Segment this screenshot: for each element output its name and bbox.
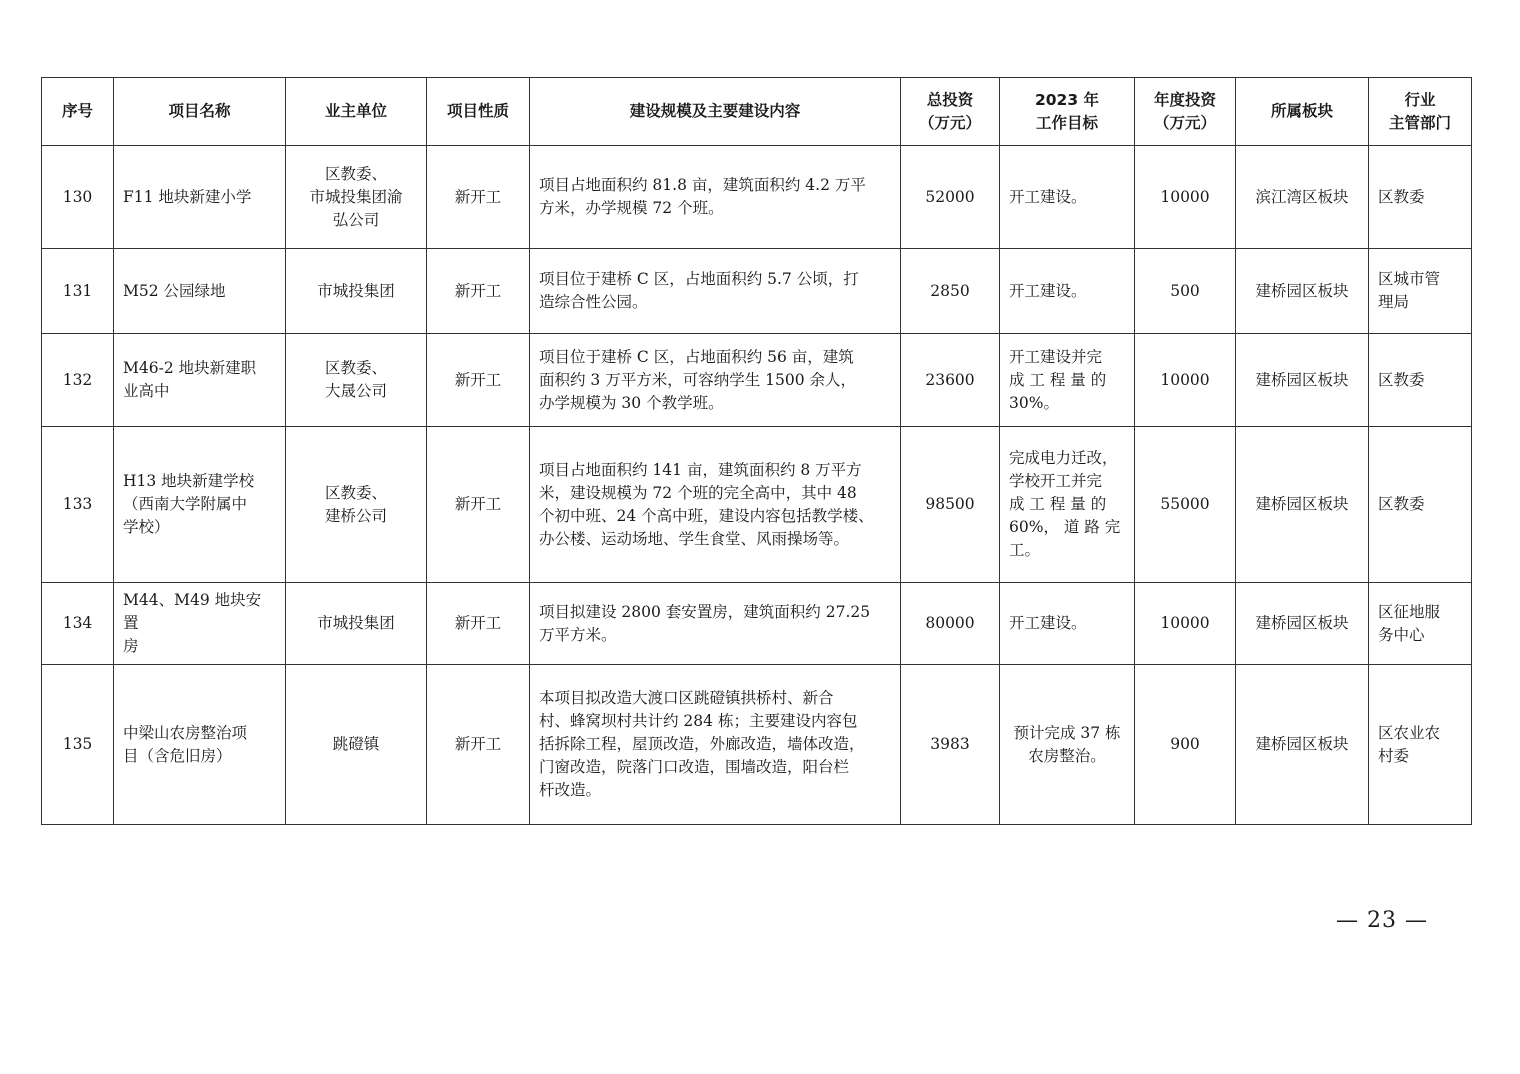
page-number: — 23 — (1336, 908, 1428, 933)
cell-annual-investment: 10000 (1135, 146, 1236, 249)
cell-sector: 建桥园区板块 (1236, 334, 1369, 427)
header-annual-investment: 年度投资 （万元） (1135, 78, 1236, 146)
cell-goal: 完成电力迁改， 学校开工并完 成 工 程 量 的 60%， 道 路 完 工。 (1000, 427, 1135, 583)
cell-nature: 新开工 (427, 583, 530, 665)
header-nature: 项目性质 (427, 78, 530, 146)
cell-goal: 开工建设。 (1000, 146, 1135, 249)
cell-nature: 新开工 (427, 249, 530, 334)
cell-content: 项目位于建桥 C 区，占地面积约 5.7 公顷，打 造综合性公园。 (530, 249, 901, 334)
cell-goal: 开工建设。 (1000, 249, 1135, 334)
cell-owner: 区教委、 大晟公司 (286, 334, 427, 427)
cell-total-investment: 52000 (901, 146, 1000, 249)
cell-sector: 滨江湾区板块 (1236, 146, 1369, 249)
cell-annual-investment: 900 (1135, 665, 1236, 825)
cell-nature: 新开工 (427, 427, 530, 583)
cell-content: 项目位于建桥 C 区，占地面积约 56 亩，建筑 面积约 3 万平方米，可容纳学生 1500 余人， 办学规模为 30 个教学班。 (530, 334, 901, 427)
table-row (42, 427, 1472, 583)
header-total-investment: 总投资 （万元） (901, 78, 1000, 146)
cell-sector: 建桥园区板块 (1236, 427, 1369, 583)
table-header (42, 78, 1472, 146)
table-row (42, 665, 1472, 825)
cell-annual-investment: 10000 (1135, 334, 1236, 427)
cell-content: 本项目拟改造大渡口区跳磴镇拱桥村、新合 村、蜂窝坝村共计约 284 栋；主要建设内容包 括拆除工程，屋顶改造，外廊改造，墙体改造， 门窗改造，院落门口改造，围墙改造，阳台栏 杆改造。 (530, 665, 901, 825)
cell-department: 区教委 (1369, 334, 1472, 427)
cell-total-investment: 98500 (901, 427, 1000, 583)
header-goal: 2023 年 工作目标 (1000, 78, 1135, 146)
cell-owner: 区教委、 市城投集团渝 弘公司 (286, 146, 427, 249)
table-row (42, 249, 1472, 334)
header-content: 建设规模及主要建设内容 (530, 78, 901, 146)
cell-department: 区教委 (1369, 427, 1472, 583)
cell-nature: 新开工 (427, 334, 530, 427)
cell-total-investment: 3983 (901, 665, 1000, 825)
cell-total-investment: 23600 (901, 334, 1000, 427)
table-row (42, 146, 1472, 249)
cell-index: 133 (42, 427, 114, 583)
cell-department: 区教委 (1369, 146, 1472, 249)
table-row (42, 583, 1472, 665)
cell-content: 项目拟建设 2800 套安置房，建筑面积约 27.25 万平方米。 (530, 583, 901, 665)
cell-index: 130 (42, 146, 114, 249)
cell-goal: 开工建设并完 成 工 程 量 的 30%。 (1000, 334, 1135, 427)
project-table (41, 77, 1472, 825)
header-row (42, 78, 1472, 146)
cell-department: 区城市管 理局 (1369, 249, 1472, 334)
cell-department: 区征地服 务中心 (1369, 583, 1472, 665)
cell-nature: 新开工 (427, 146, 530, 249)
cell-nature: 新开工 (427, 665, 530, 825)
cell-annual-investment: 55000 (1135, 427, 1236, 583)
cell-sector: 建桥园区板块 (1236, 249, 1369, 334)
table-body (42, 146, 1472, 825)
table-row (42, 334, 1472, 427)
cell-owner: 市城投集团 (286, 249, 427, 334)
cell-index: 135 (42, 665, 114, 825)
cell-project-name: M46-2 地块新建职 业高中 (114, 334, 286, 427)
cell-content: 项目占地面积约 141 亩，建筑面积约 8 万平方 米，建设规模为 72 个班的完全高中，其中 48 个初中班、24 个高中班，建设内容包括教学楼、 办公楼、运动场地、学生食堂、风雨操场等。 (530, 427, 901, 583)
cell-index: 132 (42, 334, 114, 427)
cell-content: 项目占地面积约 81.8 亩，建筑面积约 4.2 万平 方米，办学规模 72 个班。 (530, 146, 901, 249)
cell-department: 区农业农 村委 (1369, 665, 1472, 825)
header-department: 行业 主管部门 (1369, 78, 1472, 146)
cell-project-name: 中梁山农房整治项 目（含危旧房） (114, 665, 286, 825)
cell-total-investment: 80000 (901, 583, 1000, 665)
cell-annual-investment: 500 (1135, 249, 1236, 334)
cell-goal: 开工建设。 (1000, 583, 1135, 665)
header-index: 序号 (42, 78, 114, 146)
cell-index: 134 (42, 583, 114, 665)
header-sector: 所属板块 (1236, 78, 1369, 146)
cell-sector: 建桥园区板块 (1236, 665, 1369, 825)
cell-project-name: H13 地块新建学校 （西南大学附属中 学校） (114, 427, 286, 583)
header-owner: 业主单位 (286, 78, 427, 146)
cell-project-name: F11 地块新建小学 (114, 146, 286, 249)
cell-project-name: M44、M49 地块安置 房 (114, 583, 286, 665)
cell-owner: 区教委、 建桥公司 (286, 427, 427, 583)
cell-project-name: M52 公园绿地 (114, 249, 286, 334)
cell-sector: 建桥园区板块 (1236, 583, 1369, 665)
cell-total-investment: 2850 (901, 249, 1000, 334)
cell-index: 131 (42, 249, 114, 334)
header-project-name: 项目名称 (114, 78, 286, 146)
cell-owner: 市城投集团 (286, 583, 427, 665)
cell-goal: 预计完成 37 栋 农房整治。 (1000, 665, 1135, 825)
cell-annual-investment: 10000 (1135, 583, 1236, 665)
cell-owner: 跳磴镇 (286, 665, 427, 825)
